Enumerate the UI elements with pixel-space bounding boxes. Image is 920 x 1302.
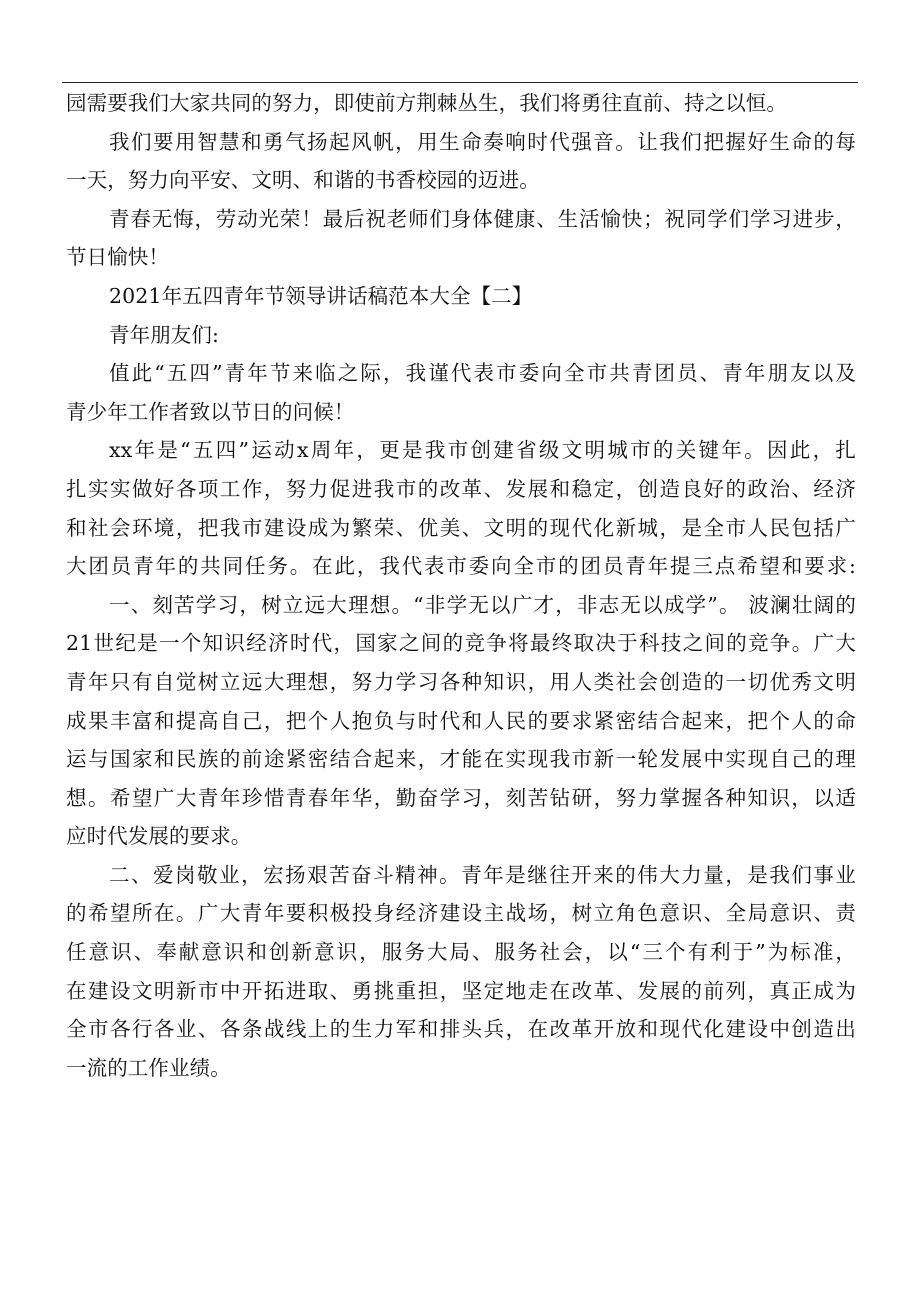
text-line: 值此“五四”青年节来临之际，我谨代表市委向全市共青团员、青年朋友以及 (109, 361, 856, 386)
text-line: 扎实实做好各项工作，努力促进我市的改革、发展和稳定，创造良好的政治、经济 (66, 476, 856, 501)
text-line: 青年朋友们: (109, 322, 220, 347)
text-line: 应时代发展的要求。 (66, 824, 252, 849)
text-line: 一、刻苦学习，树立远大理想。“非学无以广才，非志无以成学”。 波澜壮阔的 (109, 592, 856, 617)
text-line: 青年只有自觉树立远大理想，努力学习各种知识，用人类社会创造的一切优秀文明 (66, 669, 856, 694)
text-line: 大团员青年的共同任务。在此，我代表市委向全市的团员青年提三点希望和要求: (66, 554, 856, 579)
text-line: 一流的工作业绩。 (66, 1055, 231, 1080)
text-line: xx年是“五四”运动x周年，更是我市创建省级文明城市的关键年。因此，扎 (109, 438, 856, 463)
text-line: 和社会环境，把我市建设成为繁荣、优美、文明的现代化新城，是全市人民包括广 (66, 515, 856, 540)
text-line: 任意识、奉献意识和创新意识，服务大局、服务社会，以“三个有利于”为标准， (66, 940, 856, 965)
text-line: 想。希望广大青年珍惜青春年华，勤奋学习，刻苦钻研，努力掌握各种知识，以适 (66, 785, 856, 810)
text-line: 一天，努力向平安、文明、和谐的书香校园的迈进。 (66, 168, 540, 193)
text-line: 园需要我们大家共同的努力，即使前方荆棘丛生，我们将勇往直前、持之以恒。 (66, 91, 787, 115)
text-line: 在建设文明新市中开拓进取、勇挑重担，坚定地走在改革、发展的前列，真正成为 (66, 978, 856, 1003)
text-line: 2021年五四青年节领导讲话稿范本大全【二】 (109, 283, 533, 308)
text-line: 21世纪是一个知识经济时代，国家之间的竞争将最终取决于科技之间的竞争。广大 (66, 631, 856, 656)
text-line: 成果丰富和提高自己，把个人抱负与时代和人民的要求紧密结合起来，把个人的命 (66, 708, 856, 733)
text-line: 青春无悔，劳动光荣！最后祝老师们身体健康、生活愉快；祝同学们学习进步， (109, 206, 856, 231)
text-line: 的希望所在。广大青年要积极投身经济建设主战场，树立角色意识、全局意识、责 (66, 901, 856, 926)
text-line: 运与国家和民族的前途紧密结合起来，才能在实现我市新一轮发展中实现自己的理 (66, 747, 856, 772)
document-body (66, 84, 856, 1087)
text-line: 我们要用智慧和勇气扬起风帆，用生命奏响时代强音。让我们把握好生命的每 (109, 129, 856, 154)
text-line: 全市各行各业、各条战线上的生力军和排头兵，在改革开放和现代化建设中创造出 (66, 1017, 856, 1042)
text-line: 青少年工作者致以节日的问候！ (66, 399, 355, 424)
text-line: 二、爱岗敬业，宏扬艰苦奋斗精神。青年是继往开来的伟大力量，是我们事业 (109, 862, 856, 887)
text-line: 节日愉快！ (66, 245, 169, 270)
header-rule (62, 82, 858, 83)
